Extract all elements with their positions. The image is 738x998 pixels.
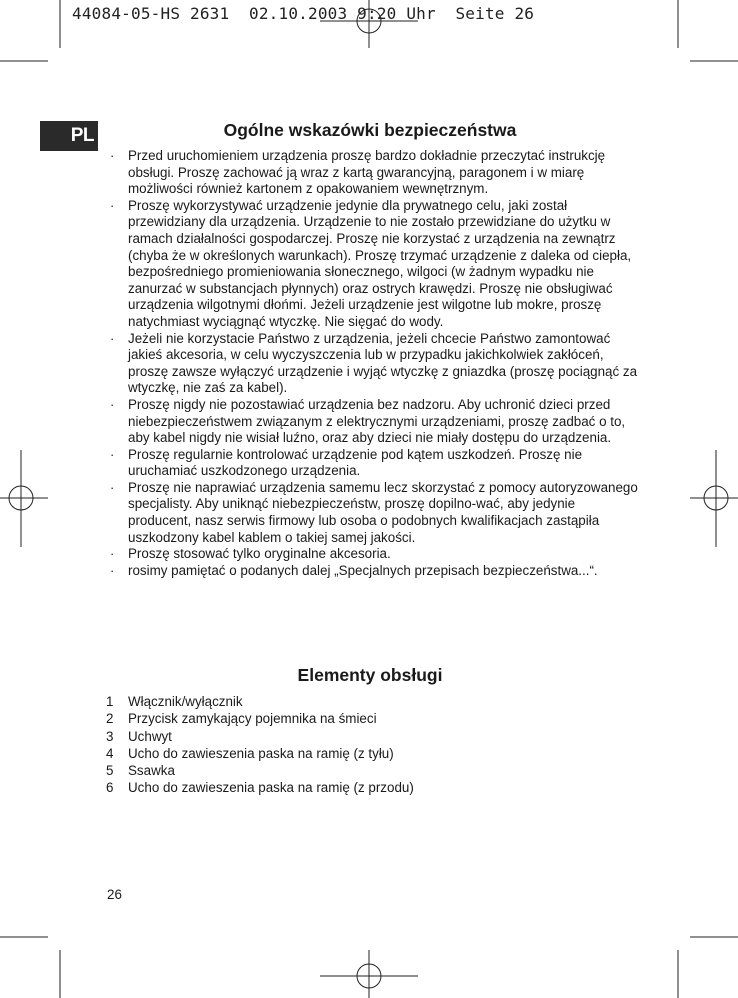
bullet-icon: · — [110, 148, 115, 163]
list-item — [108, 480, 638, 546]
safety-list — [108, 148, 638, 579]
list-item-text: rosimy pamiętać o podanych dalej „Specjalnych przepisach bezpieczeństwa...“. — [128, 562, 598, 578]
list-item-text: Przed uruchomieniem urządzenia proszę bardzo dokładnie przeczytać instrukcję obsługi. Proszę zachować ją wraz z kartą gwarancyjną, paragonem i w miarę możliwości również kartonem z opakowaniem wewnętrznym. — [128, 148, 606, 197]
bullet-icon: · — [110, 446, 115, 462]
list-item — [106, 745, 626, 762]
list-item — [106, 762, 626, 779]
registration-target-bottom — [320, 950, 418, 998]
section-title: Ogólne wskazówki bezpieczeństwa — [223, 120, 517, 140]
list-item-text: Proszę nie naprawiać urządzenia samemu lecz skorzystać z pomocy autoryzowanego specjalisty. Aby uniknąć niebezpieczeństw, proszę dopilno-wać, aby jedynie producent, nasz serwis firmowy lub osoba o podobnych kwalifikacjach zastąpiła uszkodzony kabel kablem o takiej samej jakości. — [128, 479, 638, 545]
list-item — [108, 397, 638, 447]
bullet-icon: · — [110, 562, 115, 578]
list-item-text: Proszę nigdy nie pozostawiać urządzenia bez nadzoru. Aby uchronić dzieci przed niebezpieczeństwem związanym z elektrycznymi urządzeniami, proszę zadbać o to, aby kabel nigdy nie wisiał luźno, oraz aby dzieci nie miały dostępu do urządzenia. — [128, 396, 626, 446]
bullet-icon: · — [110, 479, 115, 495]
item-number: 3 — [106, 728, 114, 744]
item-number: 1 — [106, 694, 114, 709]
list-item-text: Jeżeli nie korzystacie Państwo z urządzenia, jeżeli chcecie Państwo zamontować jakieś akcesoria, w celu wyczyszczenia lub w przypadku jakichkolwiek zakłóceń, proszę zawsze wyłączyć urządzenie i wyjąć wtyczkę z gniazdka (proszę pociągnąć za wtyczkę, nie zaś za kabel). — [128, 330, 638, 396]
item-label: Uchwyt — [128, 728, 172, 744]
list-item — [108, 331, 638, 397]
list-item — [108, 563, 638, 580]
item-label: Ucho do zawieszenia paska na ramię (z tyłu) — [128, 745, 394, 761]
list-item — [108, 546, 638, 563]
registration-target-left — [0, 450, 48, 547]
item-number: 2 — [106, 711, 114, 727]
list-item-text: Proszę regularnie kontrolować urządzenie pod kątem uszkodzeń. Proszę nie uruchamiać uszkodzonego urządzenia. — [128, 446, 583, 479]
item-number: 5 — [106, 763, 114, 779]
item-label: Ucho do zawieszenia paska na ramię (z przodu) — [128, 780, 414, 796]
list-item — [106, 728, 626, 745]
list-item — [108, 148, 638, 198]
registration-target-right — [690, 450, 738, 547]
item-label: Ssawka — [128, 763, 175, 779]
list-item-text: Proszę stosować tylko oryginalne akcesoria. — [128, 546, 391, 562]
list-item — [106, 710, 626, 727]
language-tab: PL — [40, 121, 98, 151]
bullet-icon: · — [110, 197, 115, 213]
list-item — [108, 198, 638, 331]
list-item — [108, 447, 638, 480]
list-item-text: Proszę wykorzystywać urządzenie jedynie dla prywatnego celu, jaki został przewidziany dla urządzenia. Urządzenie to nie zostało przewidziane do użytku w ramach działalności gospodarczej. Proszę nie korzystać z urządzenia na zewnątrz (chyba że w określonych warunkach). Proszę trzymać urządzenie z daleka od ciepła, bezpośredniego promieniowania słonecznego, wilgoci (w żadnym wypadku nie zanurzać w substancjach płynnych) oraz ostrych krawędzi. Proszę nie obsługiwać urządzenia wilgotnymi dłońmi. Jeżeli urządzenie jest wilgotne lub mokre, proszę natychmiast wyciągnąć wtyczkę. Nie sięgać do wody. — [128, 197, 632, 329]
item-label: Włącznik/wyłącznik — [128, 694, 243, 709]
controls-list — [106, 693, 626, 797]
list-item — [106, 693, 626, 710]
controls-title: Elementy obsługi — [297, 665, 443, 685]
item-number: 6 — [106, 780, 114, 796]
bullet-icon: · — [110, 546, 115, 562]
list-item — [106, 779, 626, 796]
print-header: 44084-05-HS 2631 02.10.2003 9:20 Uhr Seite 26 — [72, 4, 535, 23]
item-label: Przycisk zamykający pojemnika na śmieci — [128, 711, 377, 727]
bullet-icon: · — [110, 330, 115, 346]
page-number: 26 — [107, 887, 122, 902]
item-number: 4 — [106, 745, 114, 761]
bullet-icon: · — [110, 396, 115, 412]
